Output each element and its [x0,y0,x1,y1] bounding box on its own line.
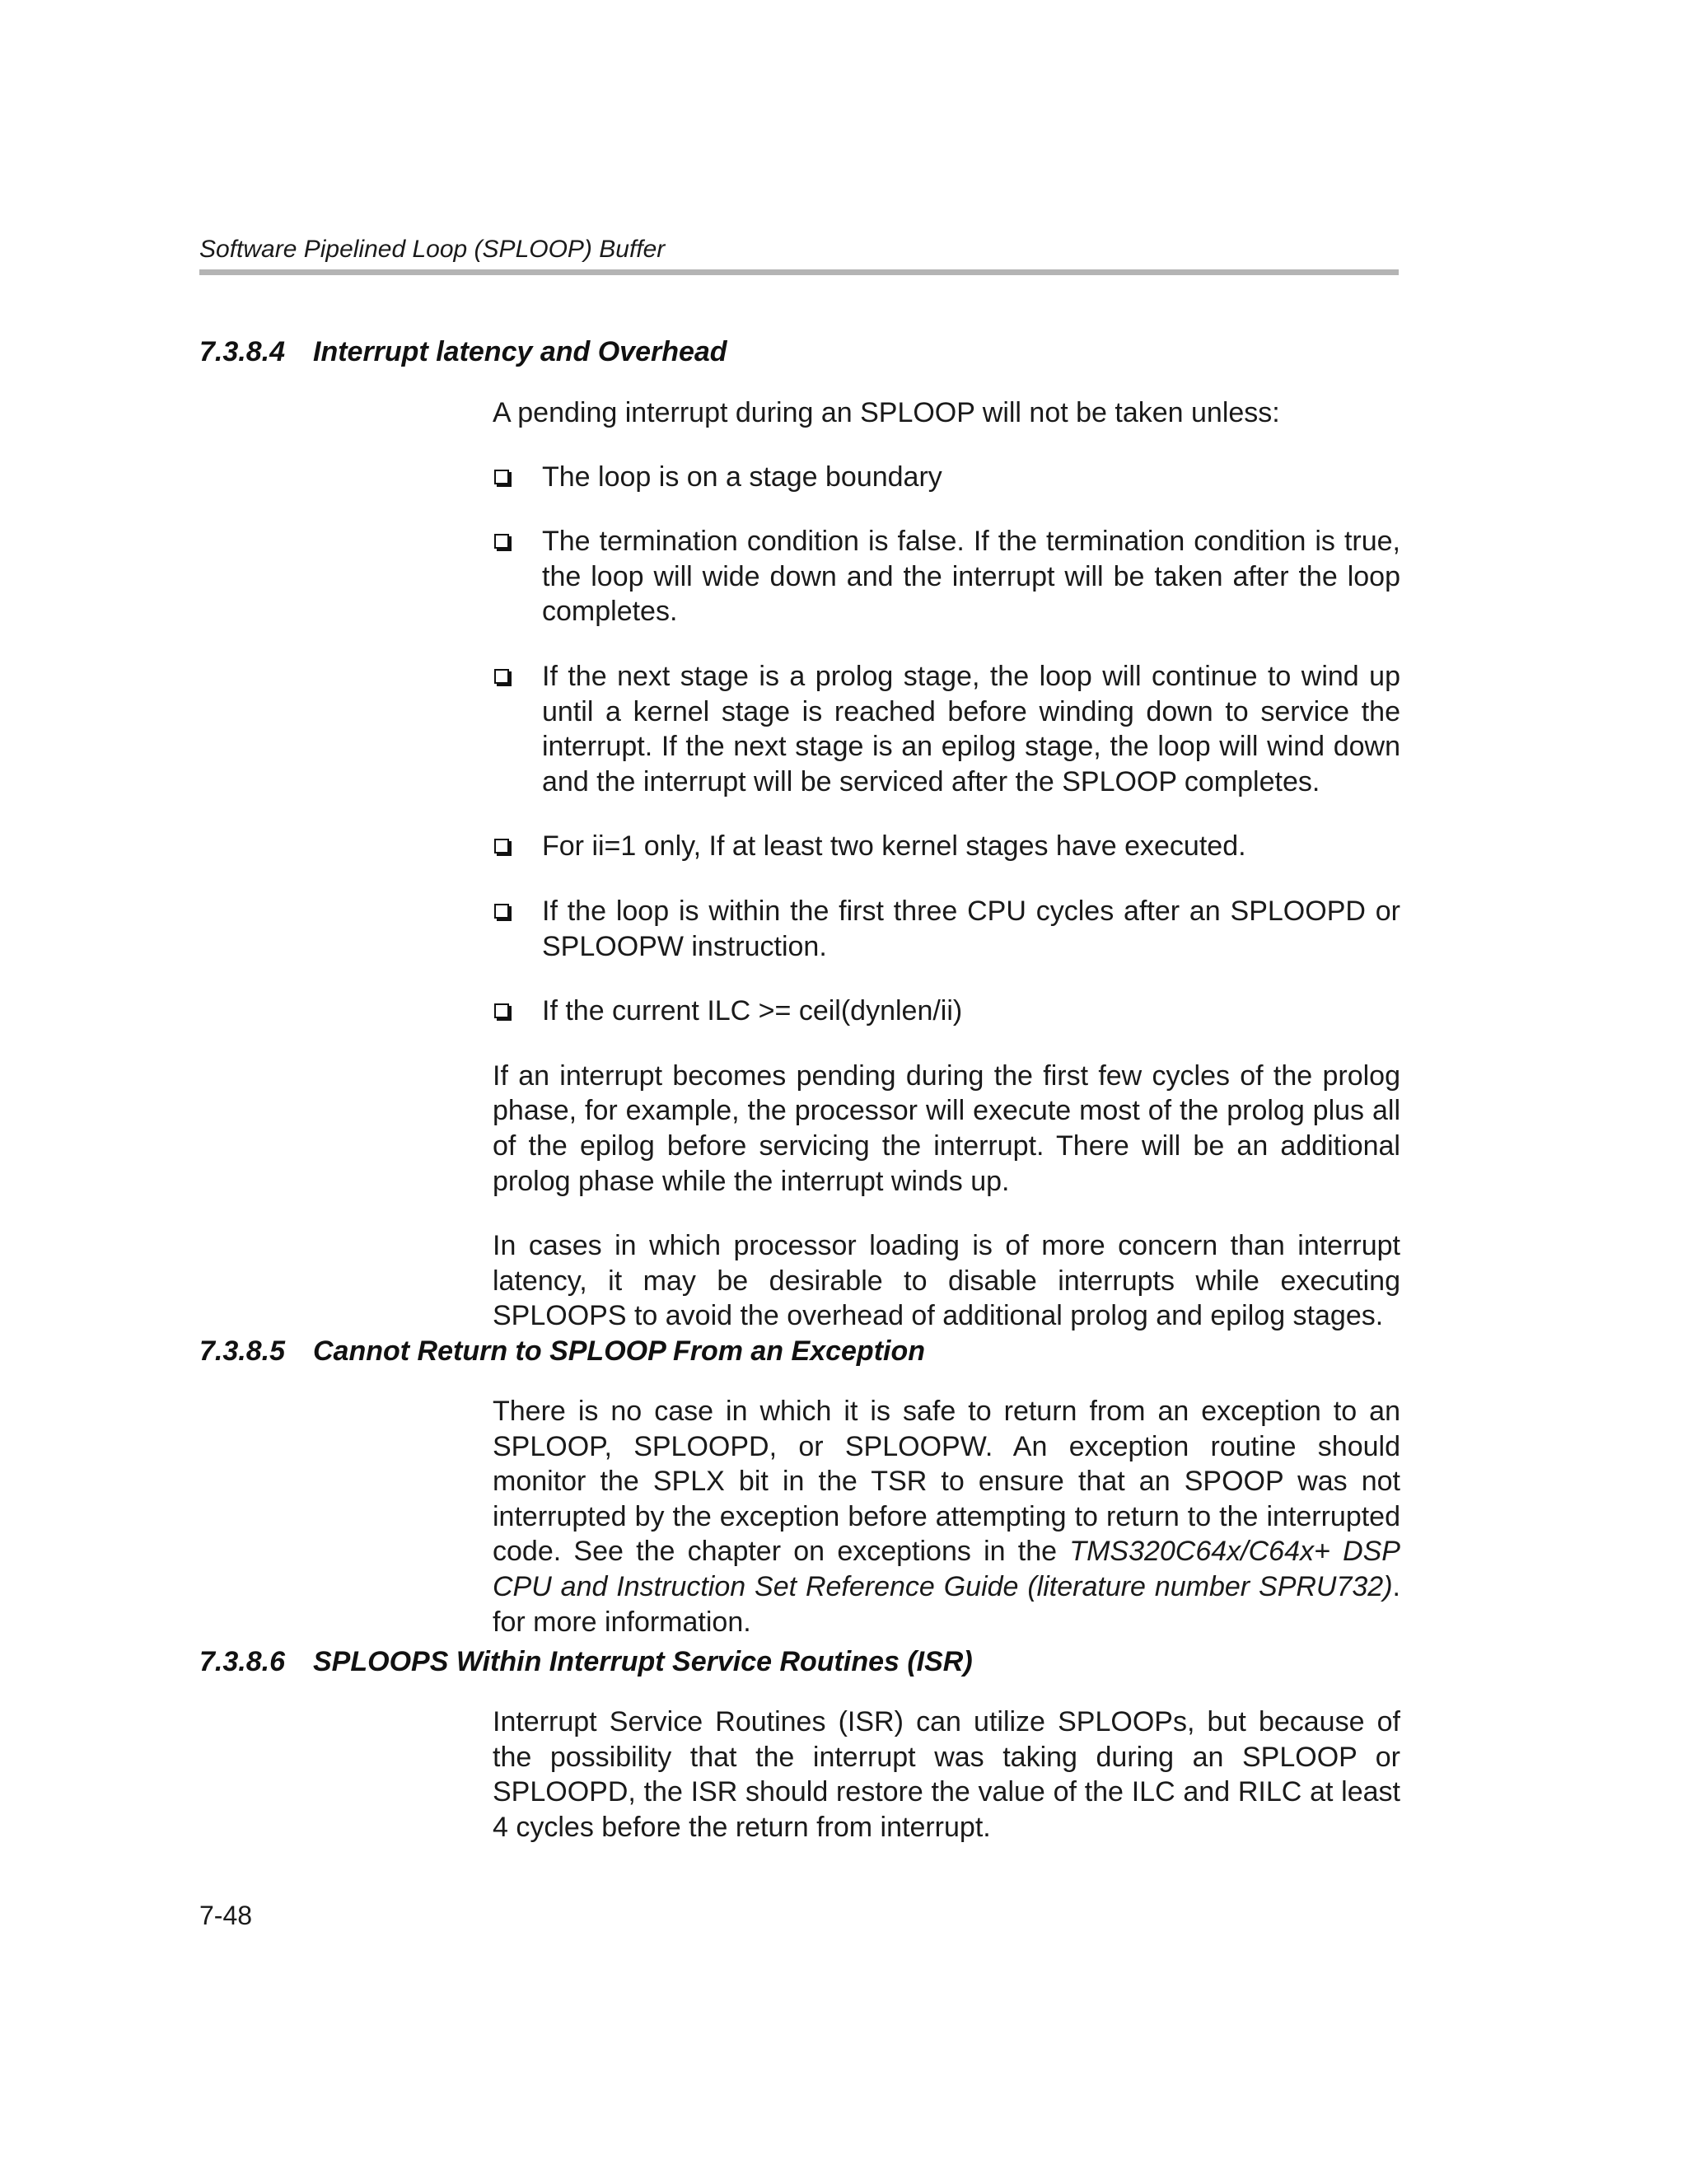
section-heading-7-3-8-4 [199,336,727,368]
intro-paragraph: A pending interrupt during an SPLOOP will not be taken unless: [493,397,1280,428]
list-item-text: If the loop is within the first three CPU cycles after an SPLOOPD or SPLOOPW instruction. [542,895,1400,962]
list-item [493,524,1400,629]
checkbox-bullet-icon [494,534,509,549]
body-paragraph [493,1394,1400,1639]
section-body-7-3-8-6 [493,1705,1400,1845]
list-item-text: If the current ILC >= ceil(dynlen/ii) [542,995,963,1027]
body-paragraph: In cases in which processor loading is of more concern than interrupt latency, it may be desirable to disable interrupts while executing SPLOOPS to avoid the overhead of additional prolog and epilog stages. [493,1230,1400,1332]
section-number: 7.3.8.5 [199,1335,285,1367]
list-item [493,659,1400,799]
checkbox-bullet-icon [494,669,509,684]
checkbox-bullet-icon [494,1003,509,1018]
list-item-text: The termination condition is false. If the termination condition is true, the loop will wide down and the interrupt will be taken after the loop completes. [542,526,1400,628]
section-body-7-3-8-5 [493,1394,1400,1639]
checkbox-bullet-icon [494,839,509,853]
section-heading-7-3-8-5 [199,1335,925,1368]
list-item-text: The loop is on a stage boundary [542,461,942,493]
running-header: Software Pipelined Loop (SPLOOP) Buffer [199,236,666,263]
list-item [493,994,1400,1029]
list-item [493,460,1400,495]
checkbox-bullet-icon [494,470,509,484]
paragraph-text: There is no case in which it is safe to return from an exception to an SPLOOP, SPLOOPD, or SPLOOPW. An exception routine should monitor the SPLX bit in the TSR to ensure that an SPOOP was not interrupted by the exception before attempting to return to the interrupted code. See the chapter on exceptions in the [493,1396,1400,1568]
paragraph-text: . for more information. [493,1570,1400,1638]
list-item [493,894,1400,964]
checkbox-bullet-icon [494,904,509,919]
body-paragraph: Interrupt Service Routines (ISR) can utilize SPLOOPs, but because of the possibility that the interrupt was taking during an SPLOOP or SPLOOPD, the ISR should restore the value of the ILC and RILC at least 4 cycles before the return from interrupt. [493,1706,1400,1843]
section-title: Interrupt latency and Overhead [313,336,727,367]
page-number: 7-48 [199,1901,253,1930]
condition-list [493,460,1400,1029]
section-number: 7.3.8.6 [199,1646,285,1677]
section-number: 7.3.8.4 [199,336,285,367]
reference-title: TMS320C64x/C64x+ DSP CPU and Instruction Set Reference Guide (literature number SPRU732) [493,1536,1400,1602]
section-body-7-3-8-4 [493,395,1400,1334]
list-item [493,829,1400,864]
section-heading-7-3-8-6 [199,1646,973,1678]
section-title: SPLOOPS Within Interrupt Service Routines (ISR) [313,1646,973,1677]
body-paragraph: If an interrupt becomes pending during the first few cycles of the prolog phase, for example, the processor will execute most of the prolog plus all of the epilog before servicing the interrupt. There will be an additional prolog phase while the interrupt winds up. [493,1059,1400,1197]
list-item-text: If the next stage is a prolog stage, the loop will continue to wind up until a kernel stage is reached before winding down to service the interrupt. If the next stage is an epilog stage, the loop will wind down and the interrupt will be serviced after the SPLOOP completes. [542,660,1400,797]
list-item-text: For ii=1 only, If at least two kernel stages have executed. [542,830,1246,863]
section-title: Cannot Return to SPLOOP From an Exception [313,1335,926,1367]
header-rule [199,269,1399,275]
